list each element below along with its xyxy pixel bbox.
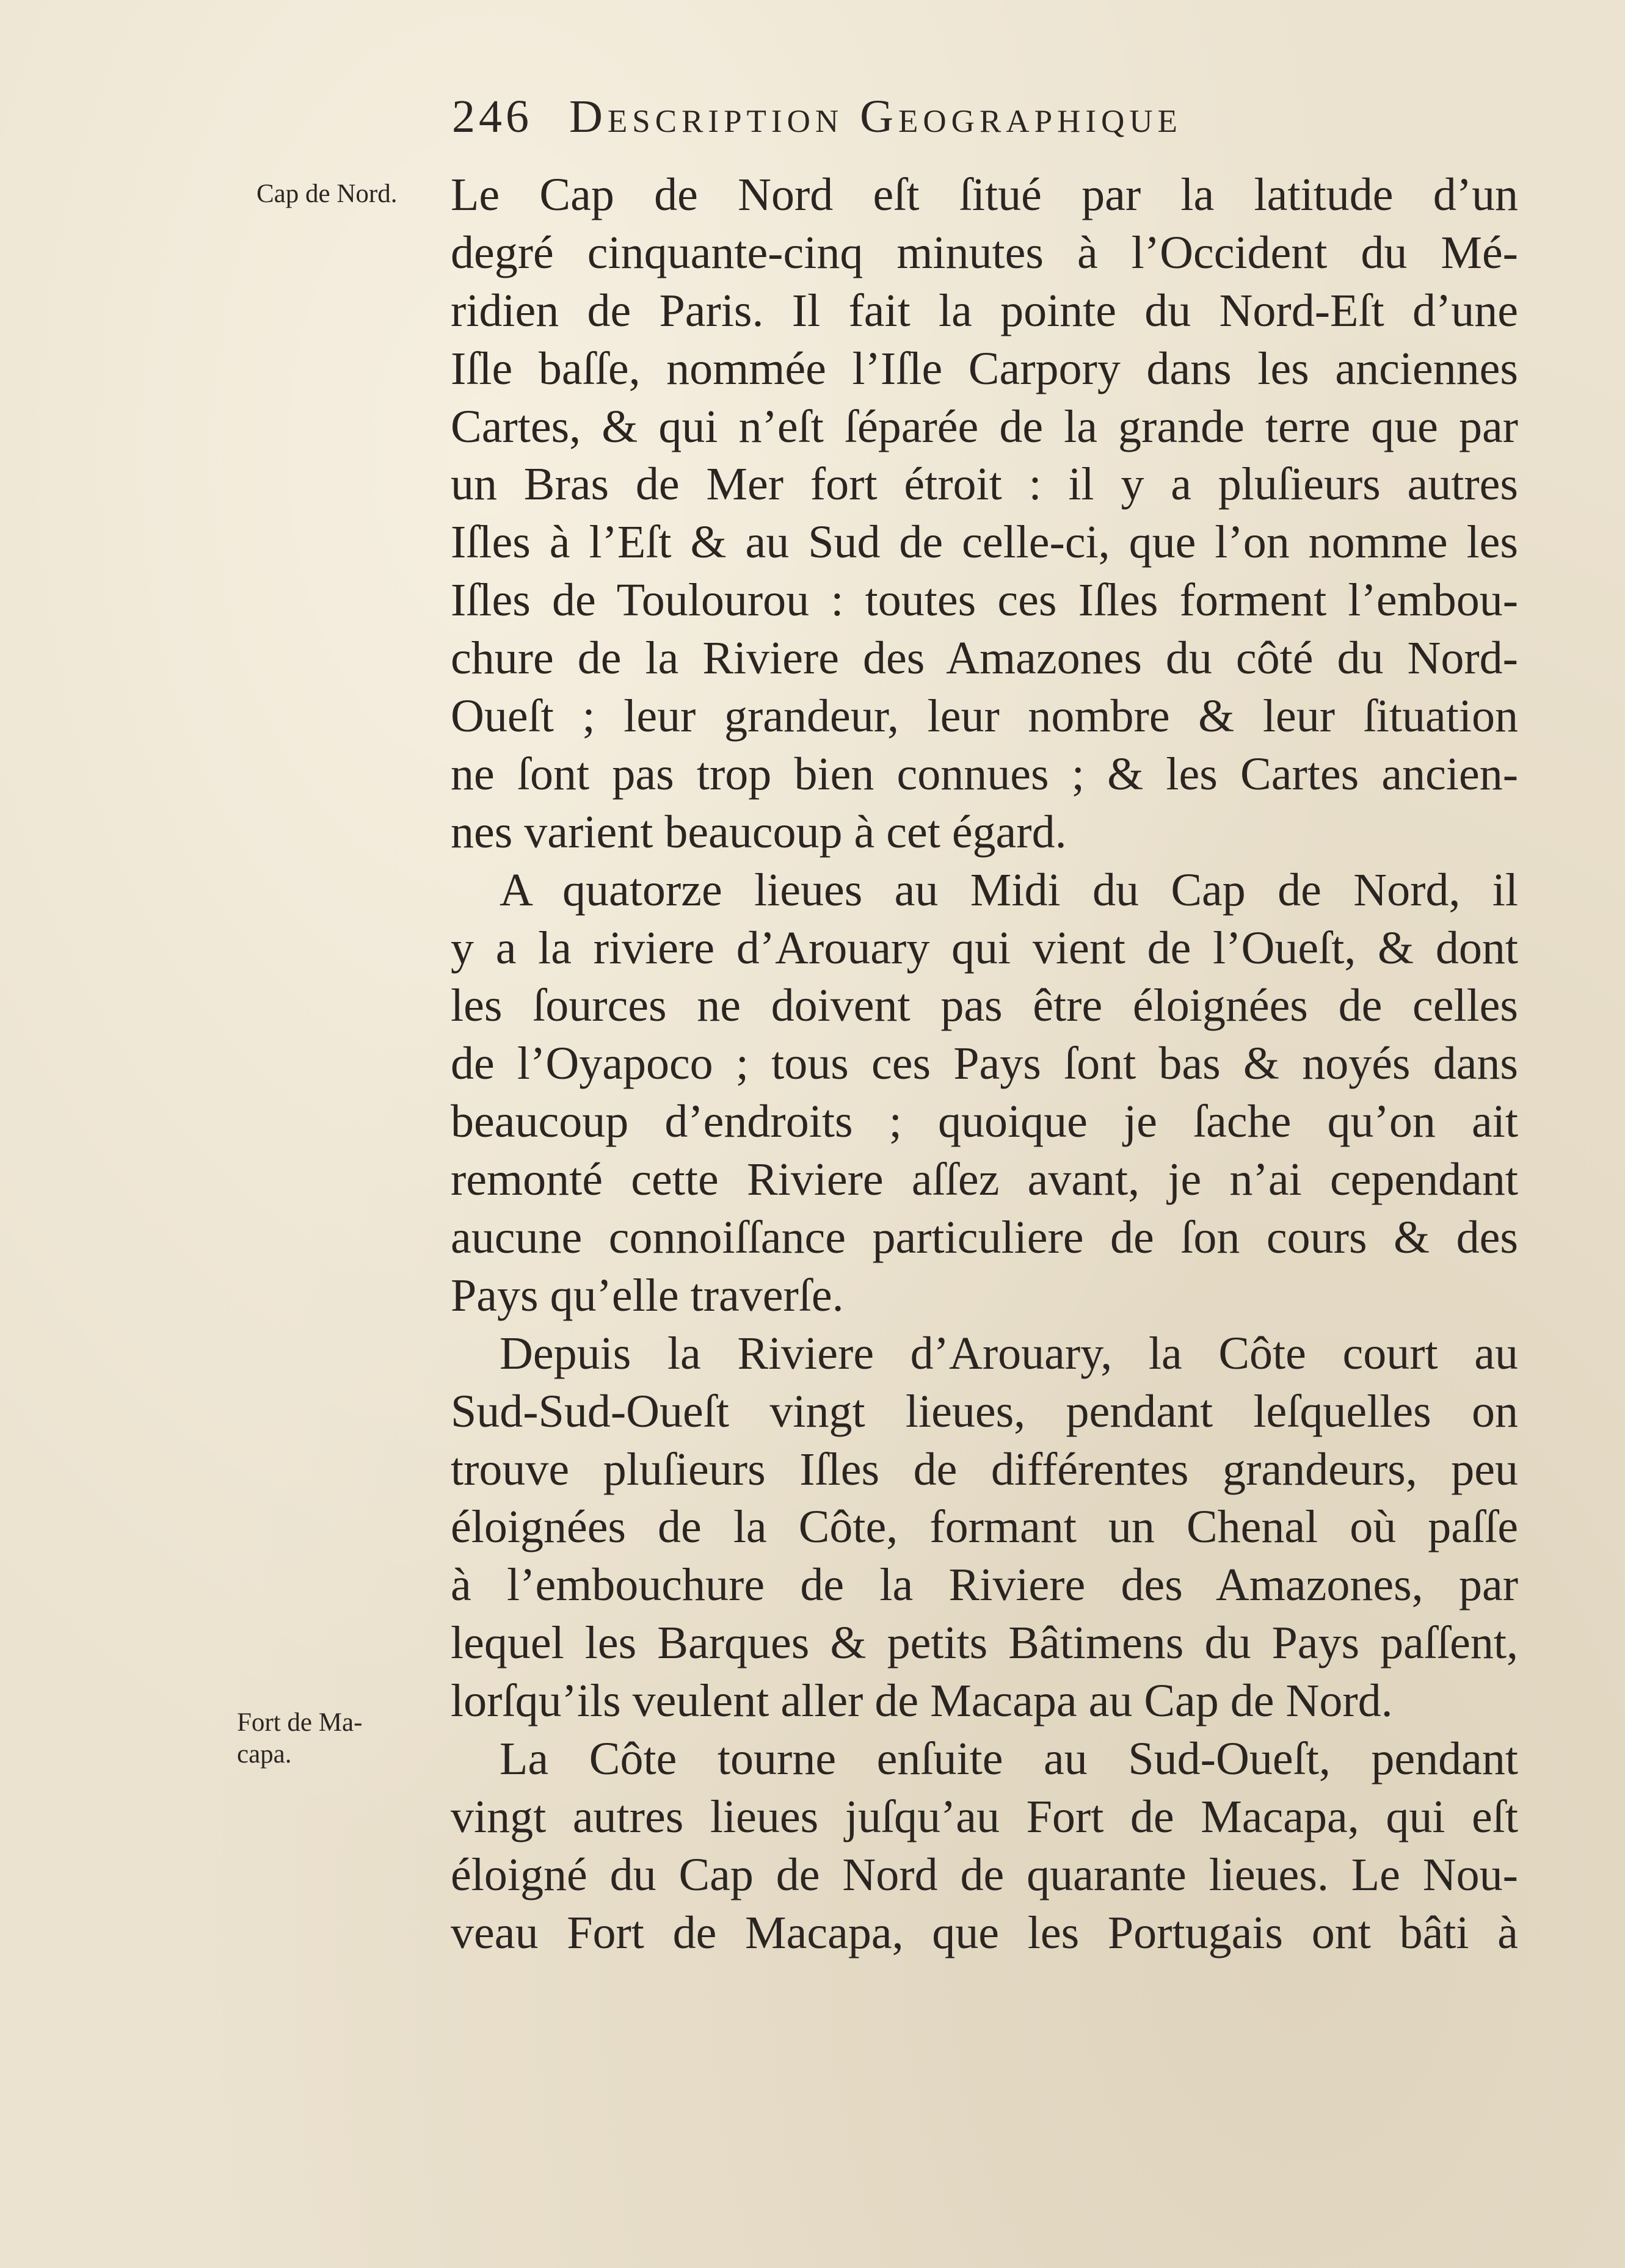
text-line: La Côte tourne enſuite au Sud-Oueſt, pendant <box>500 1733 1518 1785</box>
page-number: 246 <box>452 91 533 142</box>
text-line: beaucoup d’endroits ; quoique je ſache qu’on ait <box>451 1096 1518 1148</box>
margin-note-line: Fort de Ma- <box>237 1708 363 1737</box>
text-line: remonté cette Riviere aſſez avant, je n’ai cependant <box>451 1154 1518 1206</box>
text-line: vingt autres lieues juſqu’au Fort de Macapa, qui eſt <box>451 1791 1518 1842</box>
text-line: trouve pluſieurs Iſles de différentes grandeurs, peu <box>451 1443 1518 1495</box>
text-line: les ſources ne doivent pas être éloignées de celles <box>451 980 1518 1032</box>
text-line: à l’embouchure de la Riviere des Amazones, par <box>451 1559 1518 1611</box>
text-line: A quatorze lieues au Midi du Cap de Nord, il <box>500 864 1518 916</box>
margin-note-fort-de-macapa <box>237 1707 362 1770</box>
text-line: Sud-Sud-Oueſt vingt lieues, pendant leſquelles on <box>451 1385 1518 1437</box>
text-line: éloignées de la Côte, formant un Chenal où paſſe <box>451 1501 1518 1553</box>
text-line: veau Fort de Macapa, que les Portugais ont bâti à <box>451 1907 1518 1958</box>
body-text <box>451 166 1518 1962</box>
text-line: Oueſt ; leur grandeur, leur nombre & leur ſituation <box>451 690 1518 742</box>
text-line: Pays qu’elle traverſe. <box>451 1269 844 1321</box>
text-line: un Bras de Mer fort étroit : il y a pluſieurs autres <box>451 458 1518 510</box>
text-line: lequel les Barques & petits Bâtimens du Pays paſſent, <box>451 1617 1518 1669</box>
text-line: Depuis la Riviere d’Arouary, la Côte court au <box>500 1327 1518 1379</box>
text-line: Le Cap de Nord eſt ſitué par la latitude d’un <box>451 169 1518 220</box>
text-line: ne ſont pas trop bien connues ; & les Cartes ancien- <box>451 748 1518 800</box>
margin-note-cap-de-nord: Cap de Nord. <box>256 179 398 208</box>
text-line: aucune connoiſſance particuliere de ſon cours & des <box>451 1212 1518 1264</box>
text-line: Iſles de Toulourou : toutes ces Iſles forment l’embou- <box>451 574 1518 626</box>
text-line: éloigné du Cap de Nord de quarante lieues. Le Nou- <box>451 1849 1518 1900</box>
running-header <box>452 90 1502 143</box>
text-line: Iſle baſſe, nommée l’Iſle Carpory dans les anciennes <box>451 342 1518 394</box>
text-line: y a la riviere d’Arouary qui vient de l’Oueſt, & dont <box>451 922 1518 974</box>
text-line: ridien de Paris. Il fait la pointe du Nord-Eſt d’une <box>451 284 1518 336</box>
text-line: lorſqu’ils veulent aller de Macapa au Cap de Nord. <box>451 1675 1393 1727</box>
text-line: chure de la Riviere des Amazones du côté du Nord- <box>451 632 1518 684</box>
text-line: degré cinquante-cinq minutes à l’Occident du Mé- <box>451 226 1518 278</box>
text-line: nes varient beaucoup à cet égard. <box>451 806 1067 858</box>
text-line: Cartes, & qui n’eſt ſéparée de la grande terre que par <box>451 400 1518 452</box>
margin-note-line: capa. <box>237 1740 292 1769</box>
page-title: Description Geographique <box>569 91 1182 142</box>
text-line: de l’Oyapoco ; tous ces Pays ſont bas & noyés dans <box>451 1038 1518 1090</box>
text-line: Iſles à l’Eſt & au Sud de celle-ci, que l’on nomme les <box>451 516 1518 568</box>
